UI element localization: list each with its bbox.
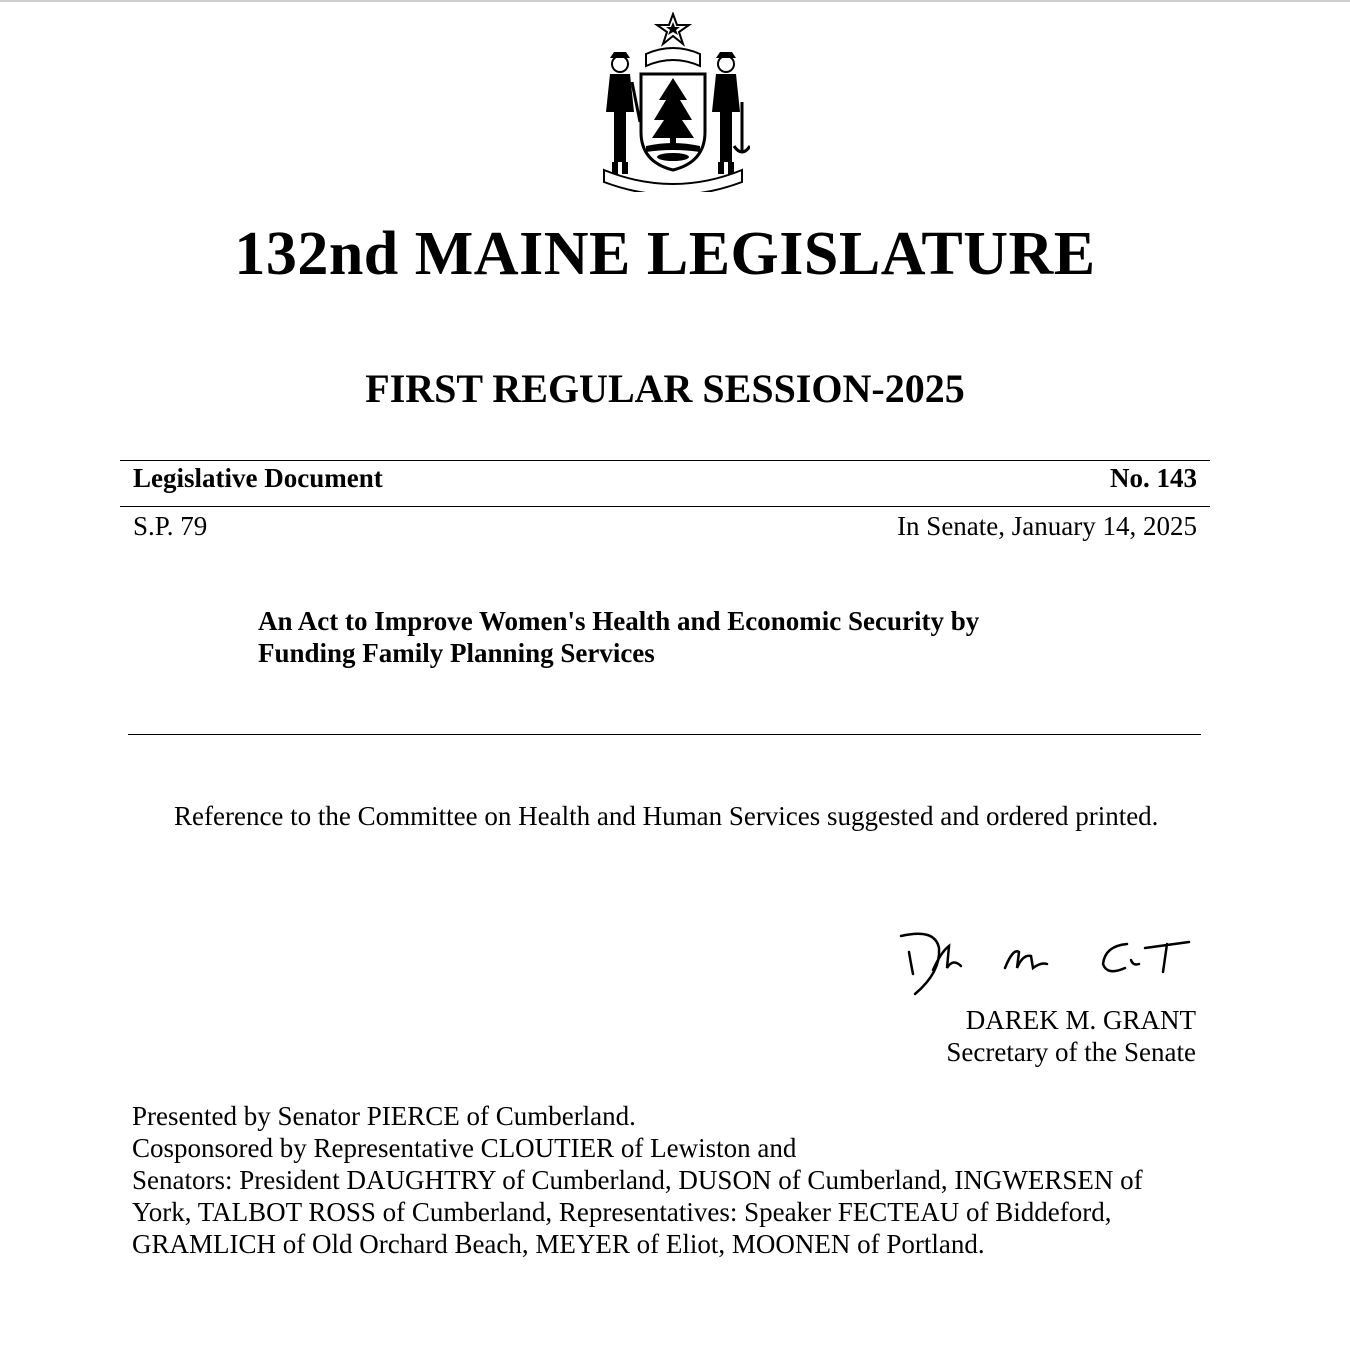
motto-banner [646, 48, 700, 66]
sponsor-line: GRAMLICH of Old Orchard Beach, MEYER of Eliot, MOONEN of Portland. [132, 1229, 985, 1259]
sponsor-line: Presented by Senator PIERCE of Cumberland. [132, 1101, 636, 1131]
section-divider [128, 734, 1201, 735]
act-title-line: Funding Family Planning Services [258, 638, 655, 668]
sponsor-line: York, TALBOT ROSS of Cumberland, Representatives: Speaker FECTEAU of Biddeford, [132, 1197, 1112, 1227]
maine-state-seal-icon [596, 12, 750, 192]
signer-role: Secretary of the Senate [946, 1037, 1196, 1067]
document-number: No. 143 [1110, 463, 1197, 493]
session-title: FIRST REGULAR SESSION-2025 [365, 366, 965, 411]
farmer-figure [606, 52, 640, 174]
signer-name: DAREK M. GRANT [965, 1005, 1196, 1035]
legislative-document-label: Legislative Document [133, 463, 383, 493]
signer-block [946, 1004, 1196, 1068]
handwritten-signature [895, 922, 1195, 1002]
seaman-figure [712, 52, 750, 174]
act-title [258, 605, 1078, 669]
header-rule-bottom [120, 506, 1210, 507]
committee-reference: Reference to the Committee on Health and Human Services suggested and ordered printed. [174, 801, 1159, 831]
legislature-title: 132nd MAINE LEGISLATURE [234, 220, 1096, 288]
sponsor-line: Cosponsored by Representative CLOUTIER of Lewiston and [132, 1133, 797, 1163]
senate-paper-number: S.P. 79 [133, 511, 208, 541]
top-border [0, 0, 1350, 2]
header-rule-top [120, 460, 1210, 461]
act-title-line: An Act to Improve Women's Health and Economic Security by [258, 606, 980, 636]
sponsors-block [132, 1100, 1202, 1260]
senate-date-line: In Senate, January 14, 2025 [897, 511, 1197, 541]
sponsor-line: Senators: President DAUGHTRY of Cumberland, DUSON of Cumberland, INGWERSEN of [132, 1165, 1143, 1195]
